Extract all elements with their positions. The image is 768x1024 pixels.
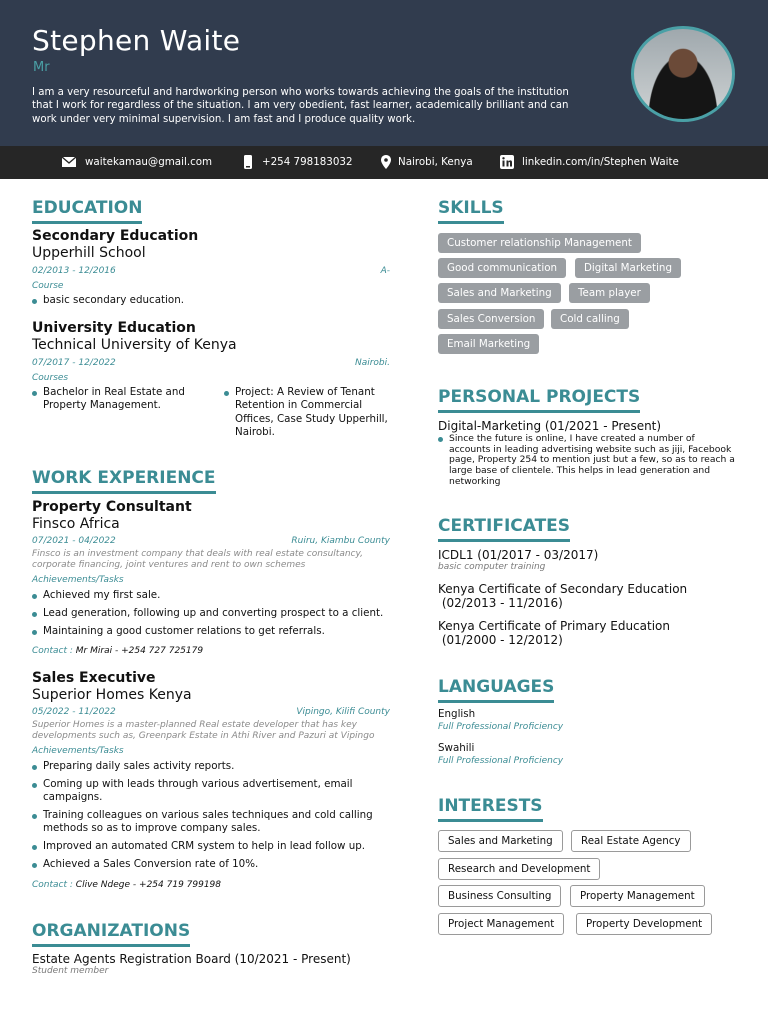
contact-bar	[0, 146, 768, 179]
job-reference: Contact : Clive Ndege - +254 719 799198	[32, 880, 222, 890]
education-label: Courses	[32, 373, 69, 383]
education-bullet: Project: A Review of Tenant Retention in Commercial Offices, Case Study Upperhill, Nairobi.	[224, 386, 394, 440]
job-bullet: Improved an automated CRM system to help in lead follow up.	[32, 840, 392, 853]
certificate-name: Kenya Certificate of Primary Education	[438, 619, 670, 633]
job-dates: 05/2022 - 11/2022	[32, 707, 116, 717]
organization-name: Estate Agents Registration Board (10/2021 - Present)	[32, 952, 351, 966]
contact-phone[interactable]: +254 798183032	[262, 156, 353, 168]
interest-tag: Sales and Marketing	[438, 830, 563, 852]
projects-heading: PERSONAL PROJECTS	[438, 387, 640, 413]
job-location: Vipingo, Kilifi County	[296, 707, 390, 717]
education-location: Nairobi.	[354, 358, 390, 368]
certificate-name: ICDL1 (01/2017 - 03/2017)	[438, 548, 599, 562]
language-level: Full Professional Proficiency	[438, 722, 564, 732]
education-bullet: basic secondary education.	[32, 294, 382, 307]
job-reference-phone: +254 727 725179	[121, 646, 204, 656]
candidate-name: Stephen Waite	[32, 24, 241, 57]
job-company: Finsco Africa	[32, 516, 120, 532]
education-location: A-	[380, 266, 390, 276]
language-level: Full Professional Proficiency	[438, 756, 564, 766]
job-reference-name: Clive Ndege	[75, 880, 131, 890]
skill-tag: Customer relationship Management	[438, 233, 641, 253]
job-reference: Contact : Mr Mirai - +254 727 725179	[32, 646, 204, 656]
profile-photo	[631, 26, 735, 122]
contact-location: Nairobi, Kenya	[398, 156, 473, 168]
certificates-heading: CERTIFICATES	[438, 516, 570, 542]
phone-icon	[241, 155, 255, 169]
job-role: Sales Executive	[32, 670, 156, 686]
education-degree: Secondary Education	[32, 228, 199, 244]
location-pin-icon	[379, 155, 393, 169]
job-description: Finsco is an investment company that deals with real estate consultancy, corporate financing, joint ventures and rent to own schemes	[32, 549, 363, 571]
certificate-dates: (02/2013 - 11/2016)	[438, 596, 563, 610]
job-company: Superior Homes Kenya	[32, 687, 192, 703]
languages-heading: LANGUAGES	[438, 677, 554, 703]
skills-heading: SKILLS	[438, 198, 504, 224]
certificate-name: Kenya Certificate of Secondary Education	[438, 582, 688, 596]
project-bullet: Since the future is online, I have created a number of accounts in leading advertising website such as jiji, Facebook page, Property 254 to mention just but a few, so as to reach a large base of clientele. This helps in lead generation and networking	[438, 434, 738, 488]
interests-heading: INTERESTS	[438, 796, 543, 822]
education-school: Technical University of Kenya	[32, 337, 237, 353]
interest-tag: Project Management	[438, 913, 564, 935]
organization-role: Student member	[32, 966, 109, 976]
education-dates: 02/2013 - 12/2016	[32, 266, 116, 276]
job-achievements-label: Achievements/Tasks	[32, 746, 124, 756]
job-bullet: Lead generation, following up and converting prospect to a client.	[32, 607, 392, 620]
job-reference-name: Mr Mirai	[75, 646, 113, 656]
candidate-summary: I am a very resourceful and hardworking person who works towards achieving the goals of the institution that I work for regardless of the situation. I am very obedient, fast learner, academically brilliant and can work under very minimal supervision. I am fast and I produce quality work.	[32, 87, 569, 125]
education-label: Course	[32, 281, 64, 291]
contact-email[interactable]: waitekamau@gmail.com	[85, 156, 213, 168]
job-reference-label: Contact :	[32, 880, 73, 890]
contact-linkedin[interactable]: linkedin.com/in/Stephen Waite	[522, 156, 679, 168]
skill-tag: Cold calling	[551, 309, 629, 329]
job-bullet: Training colleagues on various sales techniques and cold calling methods so as to improve company sales.	[32, 809, 392, 836]
job-reference-phone: +254 719 799198	[139, 880, 222, 890]
education-dates: 07/2017 - 12/2022	[32, 358, 116, 368]
job-location: Ruiru, Kiambu County	[291, 536, 390, 546]
interest-tag: Property Management	[570, 885, 705, 907]
work-experience-heading: WORK EXPERIENCE	[32, 468, 216, 494]
job-achievements-label: Achievements/Tasks	[32, 575, 124, 585]
skill-tag: Digital Marketing	[575, 258, 681, 278]
resume-header	[0, 0, 768, 146]
certificate-dates: (01/2000 - 12/2012)	[438, 633, 563, 647]
job-bullet: Achieved my first sale.	[32, 589, 392, 602]
skill-tag: Sales and Marketing	[438, 283, 561, 303]
language-name: English	[438, 708, 476, 720]
organizations-heading: ORGANIZATIONS	[32, 921, 190, 947]
job-role: Property Consultant	[32, 499, 192, 515]
project-name: Digital-Marketing (01/2021 - Present)	[438, 419, 662, 433]
job-description: Superior Homes is a master-planned Real estate developer that has key developments such as, Greenpark Estate in Athi River and Pazuri at Vipingo	[32, 720, 375, 742]
email-icon	[62, 155, 76, 169]
certificate-description: basic computer training	[438, 562, 546, 572]
interest-tag: Research and Development	[438, 858, 600, 880]
education-heading: EDUCATION	[32, 198, 142, 224]
job-bullet: Maintaining a good customer relations to get referrals.	[32, 625, 392, 638]
linkedin-icon	[500, 155, 514, 169]
interest-tag: Property Development	[576, 913, 712, 935]
candidate-honorific: Mr	[33, 60, 50, 75]
skill-tag: Good communication	[438, 258, 566, 278]
education-school: Upperhill School	[32, 245, 146, 261]
skill-tag: Email Marketing	[438, 334, 539, 354]
education-bullet: Bachelor in Real Estate and Property Management.	[32, 386, 202, 413]
interest-tag: Real Estate Agency	[571, 830, 691, 852]
job-bullet: Coming up with leads through various advertisement, email campaigns.	[32, 778, 392, 805]
job-dates: 07/2021 - 04/2022	[32, 536, 116, 546]
job-reference-label: Contact :	[32, 646, 73, 656]
language-name: Swahili	[438, 742, 475, 754]
education-degree: University Education	[32, 320, 196, 336]
interest-tag: Business Consulting	[438, 885, 561, 907]
job-bullet: Preparing daily sales activity reports.	[32, 760, 392, 773]
skill-tag: Team player	[569, 283, 650, 303]
skill-tag: Sales Conversion	[438, 309, 544, 329]
job-bullet: Achieved a Sales Conversion rate of 10%.	[32, 858, 392, 871]
